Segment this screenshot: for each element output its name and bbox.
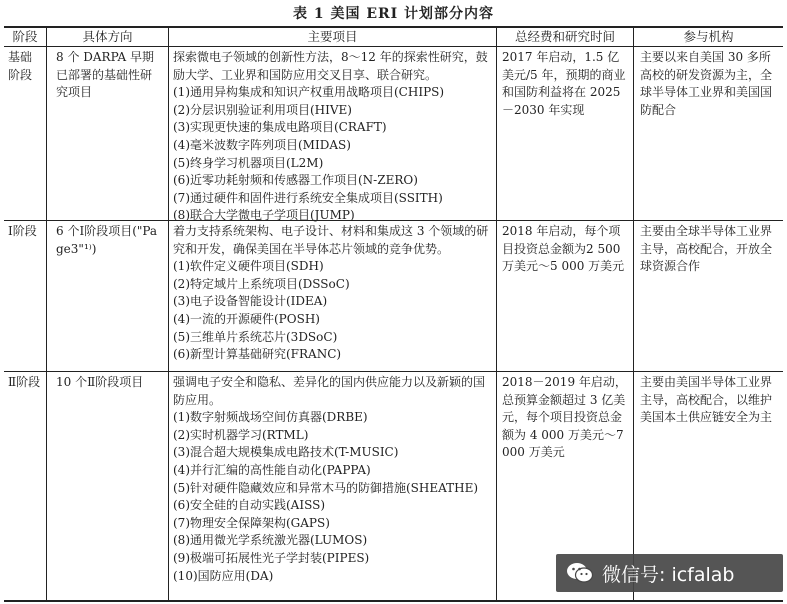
direction-cell: 6 个Ⅰ阶段项目("Page3"¹⁾)	[56, 224, 158, 256]
project-item: (3)实现更快速的集成电路项目(CRAFT)	[173, 120, 387, 135]
project-item: (2)实时机器学习(RTML)	[173, 427, 309, 442]
header-funding: 总经费和研究时间	[514, 29, 615, 44]
projects-intro: 探索微电子领域的创新性方法，8～12 年的探索性研究，鼓励大学、工业界和国防应用交叉目享、联合研究。	[173, 50, 488, 82]
project-item: (7)物理安全保障架构(GAPS)	[173, 515, 330, 530]
row-divider	[4, 371, 783, 372]
table-bottom-rule	[4, 600, 783, 602]
project-item: (4)毫米波数字阵列项目(MIDAS)	[173, 137, 351, 152]
header-stage: 阶段	[12, 29, 38, 44]
stage-cell: Ⅱ阶段	[8, 375, 41, 389]
watermark-text: 微信号: icfalab	[602, 563, 735, 586]
table-title: 表 1 美国 ERI 计划部分内容	[292, 6, 495, 22]
projects-intro: 强调电子安全和隐私、差异化的国内供应能力以及新颖的国防应用。	[173, 375, 486, 407]
institutions-cell: 主要由全球半导体工业界主导，高校配合，开放全球资源合作	[640, 224, 773, 274]
project-item: (3)电子设备智能设计(IDEA)	[173, 294, 328, 309]
direction-cell: 8 个 DARPA 早期已部署的基础性研究项目	[56, 50, 155, 100]
wechat-watermark	[556, 554, 783, 592]
funding-cell: 2018－2019 年启动，总预算金额超过 3 亿美元，每个项目投资总金额为 4 000 万美元～7 000 万美元	[502, 375, 627, 460]
header-institutions: 参与机构	[683, 29, 734, 44]
stage-cell: 基础阶段	[8, 50, 33, 82]
institutions-cell: 主要以来自美国 30 多所高校的研发资源为主，全球半导体工业界和美国国防配合	[640, 50, 773, 117]
column-divider	[168, 26, 169, 601]
project-item: (5)针对硬件隐藏效应和异常木马的防御措施(SHEATHE)	[173, 480, 479, 495]
projects-cell	[173, 223, 493, 364]
table-header-rule	[4, 46, 783, 47]
project-item: (6)新型计算基础研究(FRANC)	[173, 347, 342, 362]
projects-cell	[173, 49, 493, 225]
project-item: (5)三维单片系统芯片(3DSoC)	[173, 329, 338, 344]
stage-cell: Ⅰ阶段	[8, 224, 37, 238]
project-item: (7)通过硬件和固件进行系统安全集成项目(SSITH)	[173, 190, 443, 205]
project-item: (10)国防应用(DA)	[173, 568, 274, 583]
project-item: (4)并行汇编的高性能自动化(PAPPA)	[173, 462, 371, 477]
project-item: (1)软件定义硬件项目(SDH)	[173, 259, 324, 274]
projects-intro: 着力支持系统架构、电子设计、材料和集成这 3 个领域的研究和开发，确保美国在半导体芯片领域的竞争优势。	[173, 224, 489, 256]
header-projects: 主要项目	[307, 29, 358, 44]
project-item: (2)特定域片上系统项目(DSSoC)	[173, 276, 350, 291]
project-item: (8)联合大学微电子学项目(JUMP)	[173, 208, 355, 223]
direction-cell: 10 个Ⅱ阶段项目	[56, 375, 144, 389]
header-direction: 具体方向	[82, 29, 133, 44]
projects-cell	[173, 374, 493, 585]
column-divider	[633, 26, 634, 601]
project-item: (2)分层识别验证利用项目(HIVE)	[173, 102, 352, 117]
project-item: (6)安全硅的自动实践(AISS)	[173, 498, 325, 513]
project-item: (9)极端可拓展性光子学封装(PIPES)	[173, 550, 370, 565]
column-divider	[46, 26, 47, 601]
funding-cell: 2017 年启动，1.5 亿美元/5 年，预期的商业和国防利益将在 2025－2030 年实现	[502, 50, 626, 117]
project-item: (1)通用异构集成和知识产权重用战略项目(CHIPS)	[173, 85, 445, 100]
project-item: (6)近零功耗射频和传感器工作项目(N-ZERO)	[173, 173, 418, 188]
institutions-cell: 主要由美国半导体工业界主导，高校配合，以维护美国本土供应链安全为主	[640, 375, 773, 425]
project-item: (4)一流的开源硬件(POSH)	[173, 311, 320, 326]
funding-cell: 2018 年启动，每个项目投资总金额为2 500 万美元～5 000 万美元	[502, 224, 625, 274]
project-item: (8)通用微光学系统激光器(LUMOS)	[173, 533, 368, 548]
project-item: (1)数字射频战场空间仿真器(DRBE)	[173, 410, 368, 425]
project-item: (3)混合超大规模集成电路技术(T-MUSIC)	[173, 445, 399, 460]
column-divider	[496, 26, 497, 601]
project-item: (5)终身学习机器项目(L2M)	[173, 155, 324, 170]
wechat-icon	[566, 561, 594, 585]
